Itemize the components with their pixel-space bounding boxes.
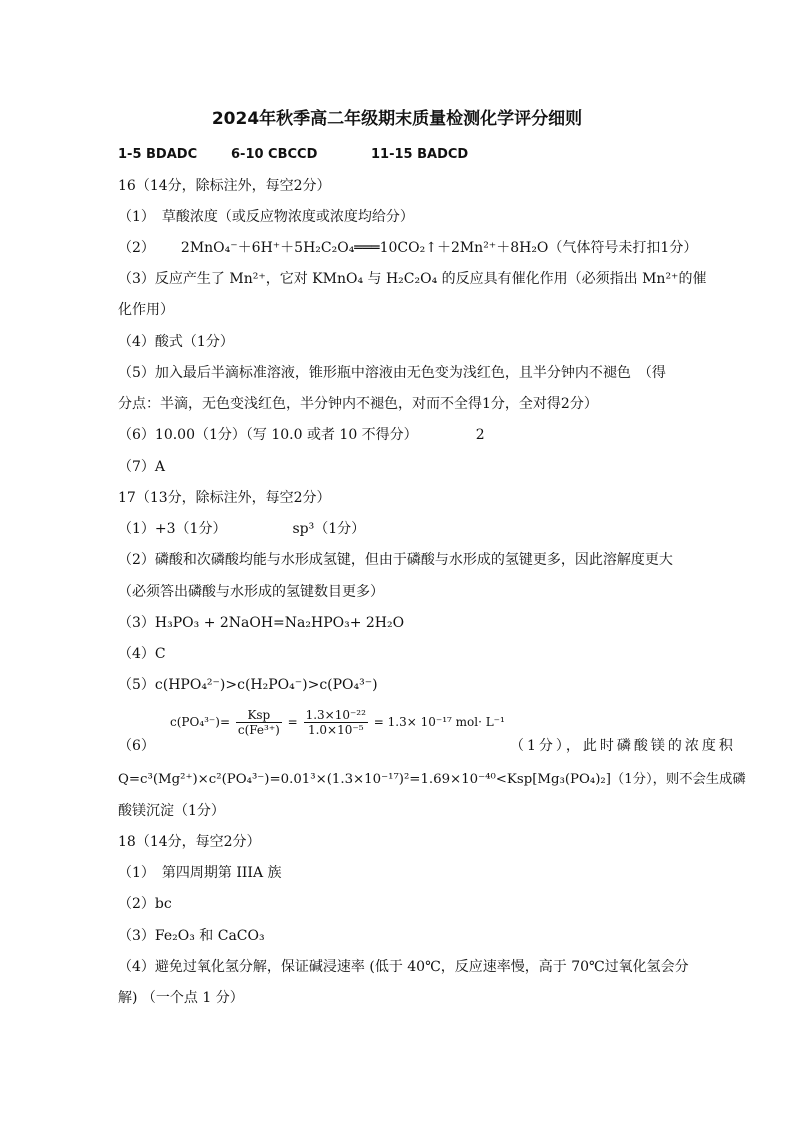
q18-header: 18（14分，每空2分） — [118, 834, 261, 850]
q16-answer-4: （4）酸式（1分） — [118, 334, 234, 350]
q17-answer-2-line2: （必须答出磷酸与水形成的氢键数目更多） — [118, 584, 384, 600]
page-title: 2024年秋季高二年级期末质量检测化学评分细则 — [211, 109, 583, 129]
choice-answers-11-15: 11-15 BADCD — [371, 147, 469, 162]
q17-answer-2-line1: （2）磷酸和次磷酸均能与水形成氢键，但由于磷酸与水形成的氢键更多，因此溶解度更大 — [118, 552, 673, 568]
q16-answer-5-line1: （5）加入最后半滴标准溶液，锥形瓶中溶液由无色变为浅红色，且半分钟内不褪色 （得 — [118, 365, 666, 381]
q16-answer-6-extra: 2 — [475, 427, 485, 443]
q17-answer-6-tail: （1分），此时磷酸镁的浓度积 — [510, 738, 736, 754]
q18-answer-4-line1: （4）避免过氧化氢分解，保证碱浸速率 (低于 40℃，反应速率慢，高于 70℃过氧化氢会分 — [118, 959, 689, 975]
q17-answer-5: （5）c(HPO₄²⁻)>c(H₂PO₄⁻)>c(PO₄³⁻) — [118, 677, 378, 693]
ksp-fraction — [236, 708, 282, 737]
q16-answer-6-text: （6）10.00（1分）（写 10.0 或者 10 不得分） — [118, 427, 418, 443]
q16-answer-2 — [118, 238, 697, 258]
q16-header: 16（14分，除标注外，每空2分） — [118, 178, 331, 194]
q16-answer-1: （1） 草酸浓度（或反应物浓度或浓度均给分） — [118, 209, 414, 225]
q17-answer-1 — [118, 519, 365, 539]
q16-answer-2-label: （2） — [118, 240, 155, 256]
q17-answer-6-line3: 酸镁沉淀（1分） — [118, 803, 225, 819]
value-fraction-denominator: 1.0×10⁻⁵ — [307, 723, 364, 737]
q17-answer-1-extra: sp³（1分） — [292, 521, 366, 537]
q17-answer-3: （3）H₃PO₃ + 2NaOH=Na₂HPO₃+ 2H₂O — [118, 615, 405, 631]
q16-answer-3-line2: 化作用） — [118, 302, 174, 318]
q17-answer-4: （4）C — [118, 646, 166, 662]
q16-answer-2-equation: 2MnO₄⁻＋6H⁺＋5H₂C₂O₄═══10CO₂↑＋2Mn²⁺＋8H₂O（气体符号未打扣1分） — [180, 240, 698, 256]
q18-answer-2: （2）bc — [118, 896, 172, 912]
choice-answers-1-5: 1-5 BDADC — [118, 147, 198, 162]
q16-answer-3-line1: （3）反应产生了 Mn²⁺，它对 KMnO₄ 与 H₂C₂O₄ 的反应具有催化作用（必须指出 Mn²⁺的催 — [118, 271, 707, 287]
formula-lhs: c(PO₄³⁻)= — [170, 715, 231, 729]
q17-answer-6-formula: c(PO₄³⁻)= $\frac{\text{Ksp}}{\text{c(Fe³⁺)}}$ = $\frac{\text{1.3×10⁻²²}}{\text{1.0×10⁻⁵}}$ = 1.3× 10⁻¹⁷ mol· L⁻¹ — [170, 708, 505, 737]
q17-answer-1-text: （1）+3（1分） — [118, 521, 227, 537]
q18-answer-3: （3）Fe₂O₃ 和 CaCO₃ — [118, 928, 265, 944]
q17-answer-6-line2: Q=c³(Mg²⁺)×c²(PO₄³⁻)=0.01³×(1.3×10⁻¹⁷)²=1.69×10⁻⁴⁰<Ksp[Mg₃(PO₄)₂]（1分），则不会生成磷 — [118, 772, 746, 787]
value-fraction-numerator: 1.3×10⁻²² — [305, 708, 366, 722]
formula-rhs: = 1.3× 10⁻¹⁷ mol· L⁻¹ — [373, 715, 505, 729]
q18-answer-4-line2: 解) （一个点 1 分） — [118, 990, 244, 1006]
q17-answer-6-label: （6） — [118, 738, 155, 754]
ksp-fraction-denominator: c(Fe³⁺) — [237, 723, 280, 737]
q16-answer-7: （7）A — [118, 459, 166, 475]
q17-header: 17（13分，除标注外，每空2分） — [118, 490, 331, 506]
choice-answers-6-10: 6-10 CBCCD — [231, 147, 318, 162]
q16-answer-6 — [118, 425, 485, 445]
value-fraction — [304, 708, 368, 737]
q16-answer-5-line2: 分点：半滴，无色变浅红色，半分钟内不褪色，对而不全得1分，全对得2分） — [118, 396, 598, 412]
ksp-fraction-numerator: Ksp — [236, 708, 282, 723]
q18-answer-1: （1） 第四周期第 IIIA 族 — [118, 865, 282, 881]
